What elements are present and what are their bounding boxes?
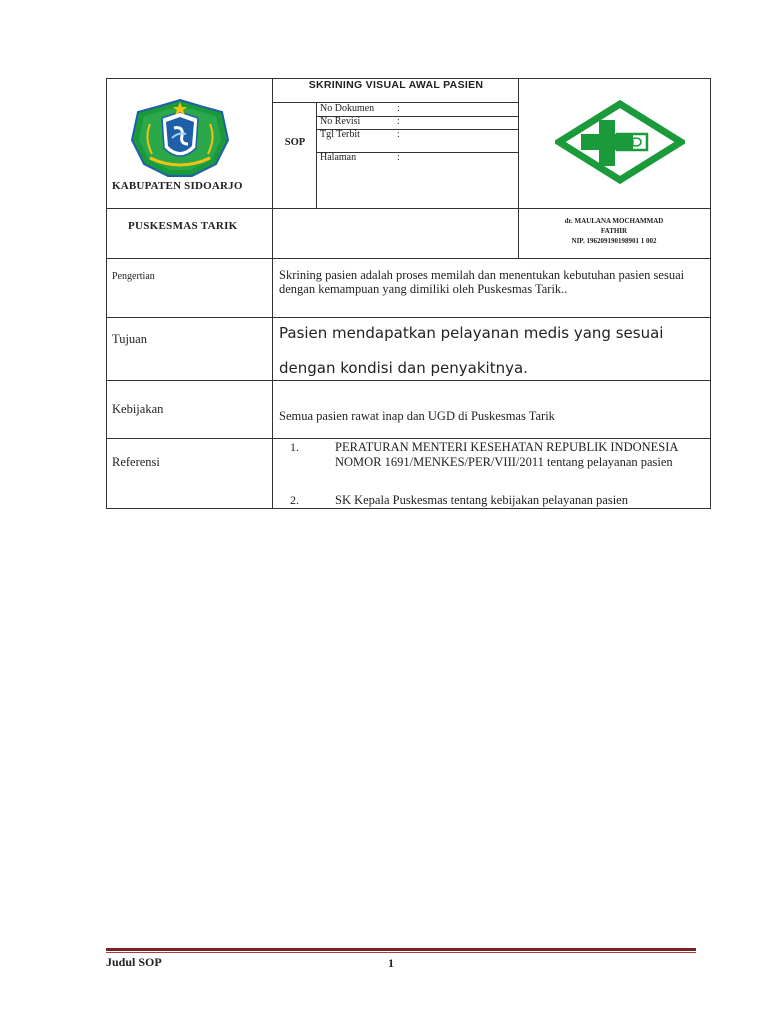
meta-no-dokumen-colon: : <box>397 103 400 114</box>
kabupaten-name: KABUPATEN SIDOARJO <box>112 180 243 192</box>
referensi-item-1-number: 1. <box>290 440 299 454</box>
kebijakan-label: Kebijakan <box>112 402 164 416</box>
pengertian-text: Skrining pasien adalah proses memilah dan menentukan kebutuhan pasien sesuai dengan kemampuan yang dimiliki oleh Puskesmas Tarik.. <box>279 268 685 296</box>
referensi-item-2-text: SK Kepala Puskesmas tentang kebijakan pelayanan pasien <box>335 493 628 507</box>
footer-page-number: 1 <box>388 956 394 970</box>
sop-label: SOP <box>284 137 306 148</box>
signer-name-line2: FATHIR <box>600 227 628 235</box>
tujuan-label: Tujuan <box>112 332 147 346</box>
puskesmas-name: PUSKESMAS TARIK <box>128 220 238 232</box>
meta-no-dokumen-label: No Dokumen <box>320 103 375 114</box>
pengertian-label: Pengertian <box>112 271 155 282</box>
signer-name-line1: dr. MAULANA MOCHAMMAD <box>564 217 664 225</box>
meta-no-revisi-label: No Revisi <box>320 116 361 127</box>
meta-no-revisi-colon: : <box>397 116 400 127</box>
signer-block <box>520 216 708 246</box>
meta-halaman-label: Halaman <box>320 152 357 163</box>
meta-tgl-terbit-colon: : <box>397 129 400 140</box>
kebijakan-text: Semua pasien rawat inap dan UGD di Puskesmas Tarik <box>279 409 555 423</box>
puskesmas-logo <box>555 100 685 184</box>
footer-title: Judul SOP <box>106 955 162 969</box>
kabupaten-sidoarjo-logo <box>130 98 230 178</box>
referensi-item-2-number: 2. <box>290 493 299 507</box>
meta-tgl-terbit-label: Tgl Terbit <box>320 129 360 140</box>
footer-rule-thin <box>106 952 696 953</box>
meta-halaman-colon: : <box>397 152 400 163</box>
document-title: SKRINING VISUAL AWAL PASIEN <box>308 79 484 91</box>
footer-rule <box>106 948 696 951</box>
referensi-label: Referensi <box>112 455 160 469</box>
tujuan-text: Pasien mendapatkan pelayanan medis yang sesuai dengan kondisi dan penyakitnya. <box>279 324 664 377</box>
signer-nip: NIP. 196209190198901 1 002 <box>571 237 657 245</box>
referensi-item-1-text: PERATURAN MENTERI KESEHATAN REPUBLIK INDONESIA NOMOR 1691/MENKES/PER/VIII/2011 tentang pelayanan pasien <box>335 440 678 469</box>
